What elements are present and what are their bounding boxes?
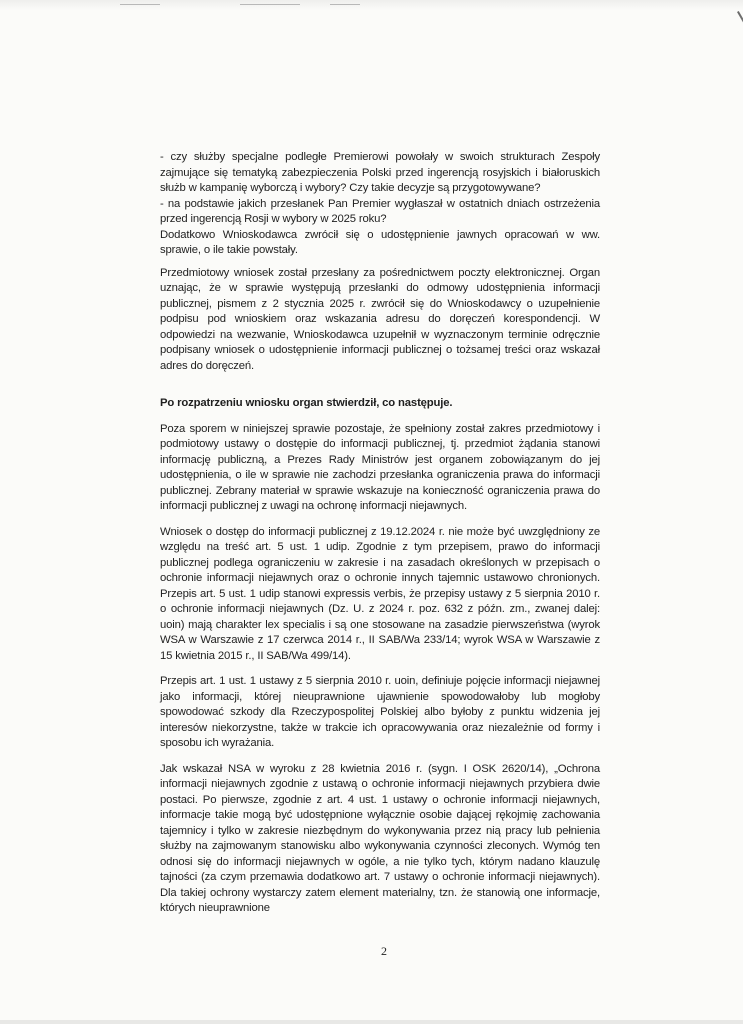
scan-bottom-edge (0, 1020, 743, 1024)
scan-artifact-line (330, 4, 360, 5)
scan-top-edge (0, 0, 743, 10)
paragraph: Poza sporem w niniejszej sprawie pozostaje, że spełniony został zakres przedmiotowy i podmiotowy ustawy o dostępie do informacji publicznej, tj. przedmiot żądania stanowi informację publiczną, a Prezes Rady Ministrów jest organem zobowiązanym do jej udostępnienia, o ile w sprawie nie zachodzi przesłanka ograniczenia prawa do informacji publicznej. Zebrany materiał w sprawie wskazuje na konieczność ograniczenia prawa do informacji publicznej z uwagi na ochronę informacji niejawnych. (160, 422, 600, 512)
paragraph: Przedmiotowy wniosek został przesłany za pośrednictwem poczty elektronicznej. Organ uznając, że w sprawie występują przesłanki do odmowy udostępnienia informacji publicznej, pismem z 2 stycznia 2025 r. zwrócił się do Wnioskodawcy o uzupełnienie podpisu pod wnioskiem oraz wskazania adresu do doręczeń korespondencji. W odpowiedzi na wezwanie, Wnioskodawca uzupełnił w wyznaczonym terminie odręcznie podpisany wniosek o udostępnienie informacji publicznej o tożsamej treści oraz wskazał adres do doręczeń. (160, 266, 600, 372)
page-number: 2 (381, 944, 387, 958)
paragraph: Przepis art. 1 ust. 1 ustawy z 5 sierpnia 2010 r. uoin, definiuje pojęcie informacji niejawnej jako informacji, której nieuprawnione ujawnienie spowodowałoby lub mogłoby spowodować szkody dla Rzeczypospolitej Polskiej albo byłoby z punktu widzenia jej interesów niekorzystne, także w trakcie ich opracowywania oraz niezależnie od formy i sposobu ich wyrażania. (160, 675, 600, 749)
paragraph: Jak wskazał NSA w wyroku z 28 kwietnia 2016 r. (sygn. I OSK 2620/14), „Ochrona informacji niejawnych zgodnie z ustawą o ochronie informacji niejawnych przybiera dwie postaci. Po pierwsze, zgodnie z art. 4 ust. 1 ustawy o ochronie informacji niejawnych, informacje takie mogą być udostępnione wyłącznie osobie dającej rękojmię zachowania tajemnicy i tylko w zakresie niezbędnym do wykonywania przez nią pracy lub pełnienia służby na zajmowanym stanowisku albo wykonywania czynności zleconych. Wymóg ten odnosi się do informacji niejawnych w ogóle, a nie tylko tych, którym nadano klauzulę tajności (za czym przemawia dodatkowo art. 7 ustawy o ochronie informacji niejawnych). Dla takiej ochrony wystarczy zatem element materialny, tzn. że stanowią one informacje, których nieuprawnione (160, 762, 600, 914)
scan-artifact-line (240, 4, 300, 5)
document-body (160, 150, 600, 917)
paragraph: Wniosek o dostęp do informacji publicznej z 19.12.2024 r. nie może być uwzględniony ze względu na treść art. 5 ust. 1 udip. Zgodnie z tym przepisem, prawo do informacji publicznej podlega ograniczeniu w zakresie i na zasadach określonych w przepisach o ochronie informacji niejawnych oraz o ochronie innych tajemnic ustawowo chronionych. Przepis art. 5 ust. 1 udip stanowi expressis verbis, że przepisy ustawy z 5 sierpnia 2010 r. o ochronie informacji niejawnych (Dz. U. z 2024 r. poz. 632 z późn. zm., zwanej dalej: uoin) mają charakter lex specialis i są one stosowane na zasadzie pierwszeństwa (wyrok WSA w Warszawie z 17 czerwca 2014 r., II SAB/Wa 233/14; wyrok WSA w Warszawie z 15 kwietnia 2015 r., II SAB/Wa 499/14). (160, 525, 600, 662)
scan-fold-mark (737, 11, 743, 73)
list-item: - czy służby specjalne podległe Premierowi powołały w swoich strukturach Zespoły zajmujące się tematyką zabezpieczenia Polski przed ingerencją rosyjskich i białoruskich służb w kampanię wyborczą i wybory? Czy takie decyzje są przygotowywane? (160, 151, 600, 194)
paragraph: Dodatkowo Wnioskodawca zwrócił się o udostępnienie jawnych opracowań w ww. sprawie, o ile takie powstały. (160, 228, 600, 256)
section-heading: Po rozpatrzeniu wniosku organ stwierdził, co następuje. (160, 397, 453, 409)
scan-artifact-line (120, 4, 160, 5)
list-item: - na podstawie jakich przesłanek Pan Premier wygłaszał w ostatnich dniach ostrzeżenia przed ingerencją Rosji w wybory w 2025 roku? (160, 197, 600, 225)
